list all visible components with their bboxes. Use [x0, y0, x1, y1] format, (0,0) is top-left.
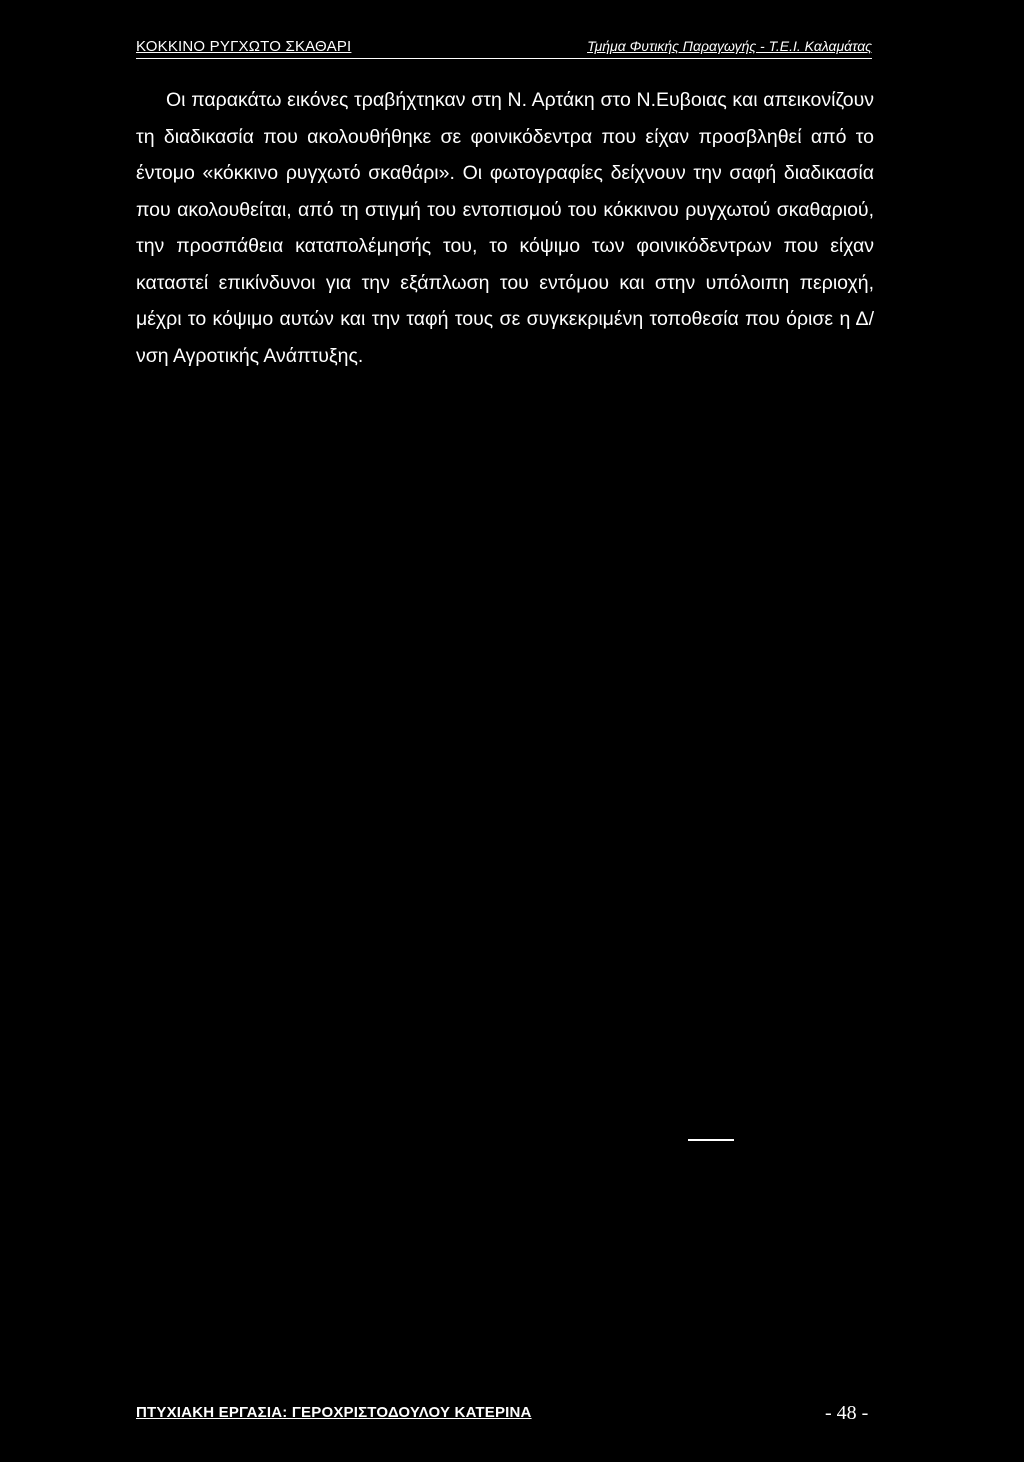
- body-paragraph-text: Οι παρακάτω εικόνες τραβήχτηκαν στη Ν. Αρτάκη στο Ν.Ευβοιας και απεικονίζουν τη διαδικασία που ακολουθήθηκε σε φοινικόδεντρα που είχαν προσβληθεί από το έντομο «κόκκινο ρυγχωτό σκαθάρι». Οι φωτογραφίες δείχνουν την σαφή διαδικασία που ακολουθείται, από τη στιγμή του εντοπισμού του κόκκινου ρυγχωτού σκαθαριού, την προσπάθεια καταπολέμησής του, το κόψιμο των φοινικόδεντρων που είχαν καταστεί επικίνδυνοι για την εξάπλωση του εντόμου και στην υπόλοιπη περιοχή, μέχρι το κόψιμο αυτών και την ταφή τους σε συγκεκριμένη τοποθεσία που όρισε η Δ/νση Αγροτικής Ανάπτυξης.: [136, 89, 874, 367]
- header-title: ΚΟΚΚΙΝΟ ΡΥΓΧΩΤΟ ΣΚΑΘΑΡΙ: [136, 38, 352, 55]
- page-number: - 48 -: [825, 1402, 869, 1424]
- footer-author: ΠΤΥΧΙΑΚΗ ΕΡΓΑΣΙΑ: ΓΕΡΟΧΡΙΣΤΟΔΟΥΛΟΥ ΚΑΤΕΡΙΝΑ: [136, 1404, 532, 1421]
- dash-mark: [688, 1139, 734, 1141]
- page-header: [136, 34, 872, 59]
- header-department: Τμήμα Φυτικής Παραγωγής - Τ.Ε.Ι. Καλαμάτας: [587, 38, 872, 54]
- body-paragraph: [136, 82, 874, 374]
